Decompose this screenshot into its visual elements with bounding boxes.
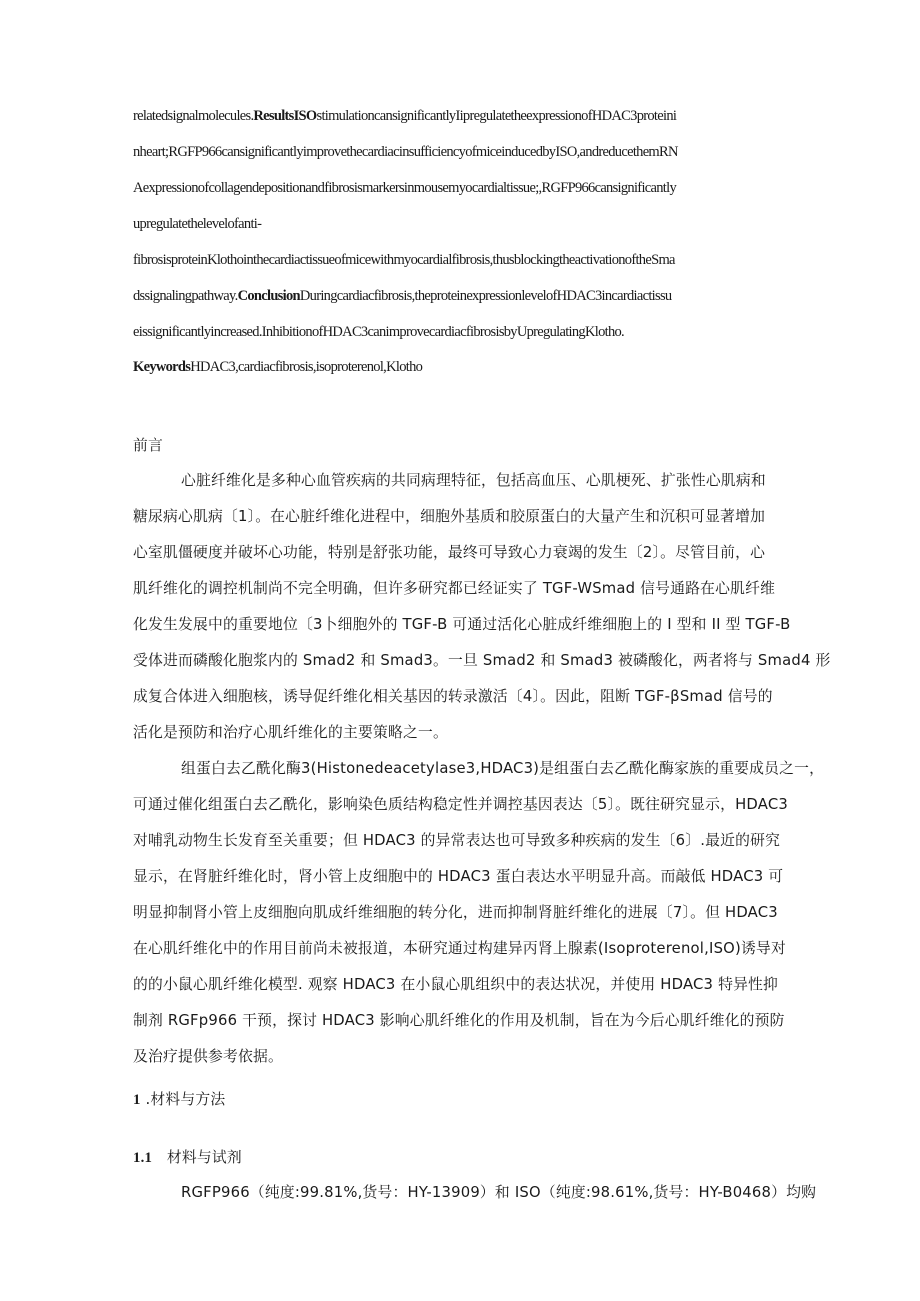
preface-p2-line: 制剂 RGFp966 干预，探讨 HDAC3 影响心肌纤维化的作用及机制，旨在为今后心肌纤维化的预防: [133, 1012, 785, 1029]
section-1-heading: [133, 1088, 793, 1109]
results-label: ResultsISO: [253, 108, 317, 124]
abstract-line-7: eissignificantlyincreased.InhibitionofHDAC3canimprovecardiacfibrosisbyUpregulatingKlotho.: [133, 324, 624, 340]
preface-p1-line: 成复合体进入细胞核，诱导促纤维化相关基因的转录激活〔4〕。因此，阻断 TGF-βSmad 信号的: [133, 688, 773, 705]
preface-p2-line: 及治疗提供参考依据。: [133, 1048, 283, 1065]
preface-p2-line: 组蛋白去乙酰化酶3(Histonedeacetylase3,HDAC3)是组蛋白去乙酰化酶家族的重要成员之一，: [181, 760, 825, 777]
abstract-line-5: fibrosisproteinKlothointhecardiactissueofmicewithmyocardialfibrosis,thusblockingtheactivationoftheSma: [133, 252, 675, 268]
preface-p2-line: 显示，在肾脏纤维化时，肾小管上皮细胞中的 HDAC3 蛋白表达水平明显升高。而敲低 HDAC3 可: [133, 868, 784, 885]
abstract-line-4: upregulatethelevelofanti-: [133, 216, 262, 232]
abstract-line-6: [133, 288, 793, 305]
keywords-text: HDAC3,cardiacfibrosis,isoproterenol,Klotho: [190, 359, 423, 375]
section-title: 材料与试剂: [166, 1149, 242, 1166]
preface-p2-line: 可通过催化组蛋白去乙酰化，影响染色质结构稳定性并调控基因表达〔5〕。既往研究显示，HDAC3: [133, 796, 788, 813]
section-title: .材料与方法: [145, 1091, 226, 1108]
abstract-line-3: Aexpressionofcollagendepositionandfibrosismarkersinmousemyocardialtissue;,RGFP966cansignificantly: [133, 180, 676, 196]
preface-title: 前言: [133, 437, 163, 454]
keywords-label: Keywords: [133, 359, 191, 375]
abstract-text: dssignalingpathway.: [133, 288, 238, 304]
section-number: 1: [133, 1092, 141, 1108]
preface-p1-line: 糖尿病心肌病〔1〕。在心脏纤维化进程中，细胞外基质和胶原蛋白的大量产生和沉积可显著增加: [133, 508, 766, 525]
preface-p2-line: 的的小鼠心肌纤维化模型. 观察 HDAC3 在小鼠心肌组织中的表达状况，并使用 HDAC3 特异性抑: [133, 976, 779, 993]
preface-p1-line: 受体进而磷酸化胞浆内的 Smad2 和 Smad3。一旦 Smad2 和 Smad3 被磷酸化，两者将与 Smad4 形: [133, 652, 831, 669]
abstract-line-2: nheart;RGFP966cansignificantlyimprovethecardiacinsufficiencyofmiceinducedbyISO,andreducethemRN: [133, 144, 678, 160]
preface-p2-line: 对哺乳动物生长发育至关重要；但 HDAC3 的异常表达也可导致多种疾病的发生〔6〕.最近的研究: [133, 832, 781, 849]
preface-p1-line: 肌纤维化的调控机制尚不完全明确，但许多研究都已经证实了 TGF-WSmad 信号通路在心肌纤维: [133, 580, 776, 597]
preface-p1-line: 活化是预防和治疗心肌纤维化的主要策略之一。: [133, 724, 448, 741]
abstract-line-1: [133, 108, 793, 125]
preface-p2-line: 明显抑制肾小管上皮细胞向肌成纤维细胞的转分化，进而抑制肾脏纤维化的进展〔7〕。但 HDAC3: [133, 904, 778, 921]
abstract-text: relatedsignalmolecules.: [133, 108, 254, 124]
preface-p1-line: 心脏纤维化是多种心血管疾病的共同病理特征，包括高血压、心肌梗死、扩张性心肌病和: [181, 472, 766, 489]
abstract-text: Duringcardiacfibrosis,theproteinexpressionlevelofHDAC3incardiactissu: [299, 288, 672, 304]
section-1-1-heading: [133, 1146, 793, 1167]
section-1-1-line: RGFP966（纯度:99.81%,货号：HY-13909）和 ISO（纯度:98.61%,货号：HY-B0468）均购: [181, 1184, 817, 1201]
conclusion-label: Conclusion: [237, 288, 300, 304]
preface-p1-line: 心室肌僵硬度并破坏心功能，特别是舒张功能，最终可导致心力衰竭的发生〔2〕。尽管目前，心: [133, 544, 766, 561]
preface-p1-line: 化发生发展中的重要地位〔3卜细胞外的 TGF-B 可通过活化心脏成纤维细胞上的 I 型和 II 型 TGF-B: [133, 616, 791, 633]
keywords-line: [133, 359, 793, 376]
preface-p2-line: 在心肌纤维化中的作用目前尚未被报道，本研究通过构建异丙肾上腺素(Isoproterenol,ISO)诱导对: [133, 940, 786, 957]
section-number: 1.1: [133, 1150, 153, 1166]
abstract-text: stimulationcansignificantlyIipregulatetheexpressionofHDAC3proteini: [316, 108, 677, 124]
